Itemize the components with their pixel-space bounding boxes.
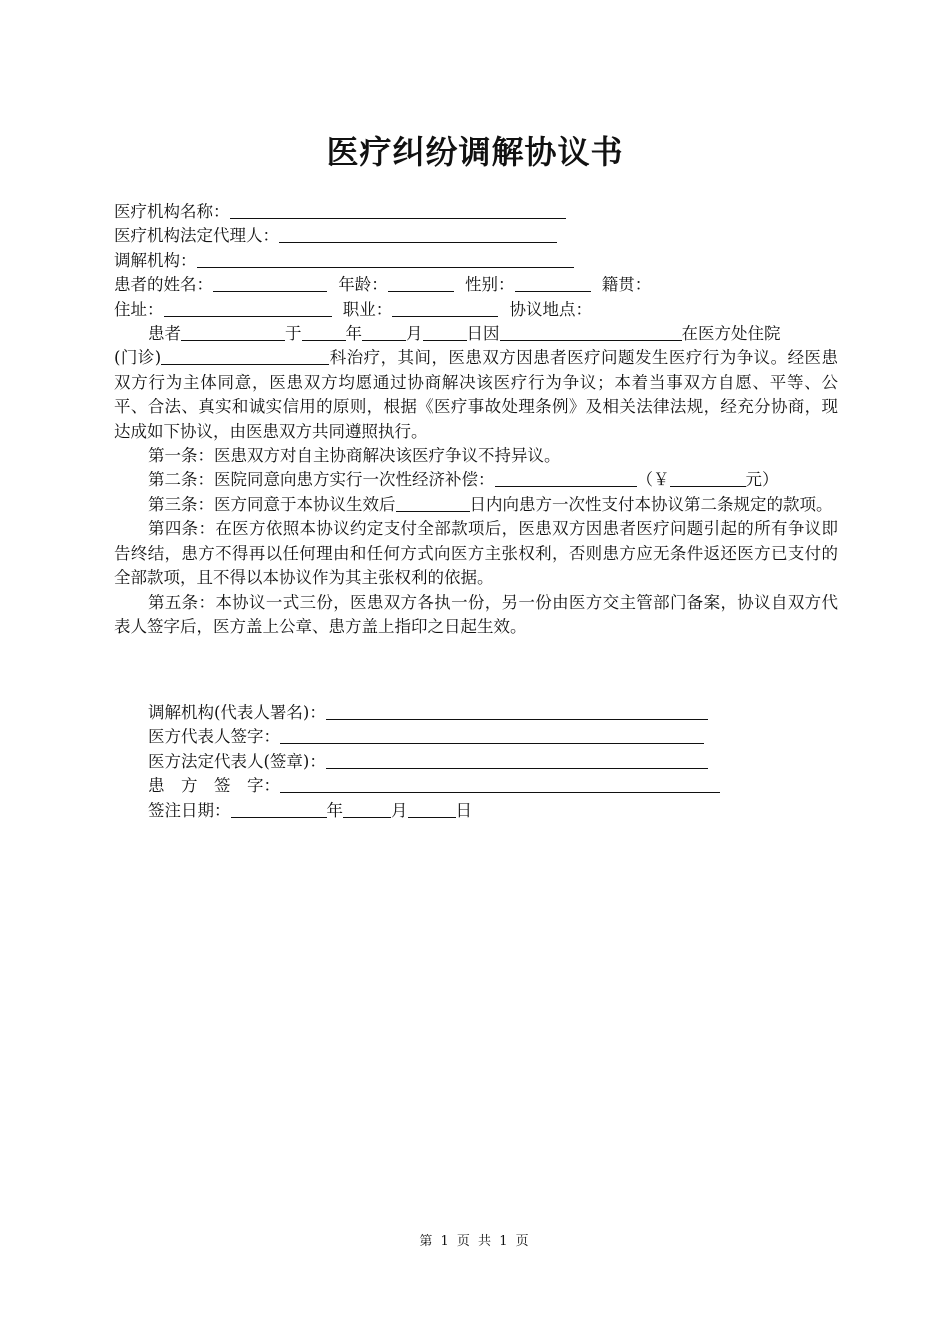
- intro-paragraph: [114, 346, 838, 444]
- patient-name-label: 患者的姓名：: [114, 275, 213, 295]
- intro-day-because: 日因: [466, 324, 500, 344]
- article-3: [114, 493, 838, 517]
- sig-date-day-blank[interactable]: [408, 799, 456, 818]
- sig-patient-blank[interactable]: [280, 774, 720, 793]
- sig-date-month: 月: [391, 800, 408, 820]
- article-4: 第四条：在医方依照本协议约定支付全部款项后，医患双方因患者医疗问题引起的所有争议即告终结，患方不得再以任何理由和任何方式向医方主张权利，否则患方应无条件返还医方已支付的全部款项，且不得以本协议作为其主张权利的依据。: [114, 519, 838, 588]
- intro-dept-blank[interactable]: [161, 346, 329, 365]
- intro-dept-text: 科治疗，其间，医患双方因患者医疗问题发生医疗行为争议。经医患双方行为主体同意，医患双方均愿通过协商解决该医疗行为争议；本着当事双方自愿、平等、公平、合法、真实和诚实信用的原则，根据《医疗事故处理条例》及相关法律法规，经充分协商，现达成如下协议，由医患双方共同遵照执行。: [114, 348, 838, 441]
- document-body: [114, 200, 838, 639]
- intro-year-blank[interactable]: [302, 322, 346, 341]
- institution-name-line: [114, 200, 838, 224]
- compensation-figure-blank[interactable]: [670, 468, 746, 487]
- article-2-yuan-open: （￥: [636, 470, 670, 490]
- intro-month: 月: [406, 324, 423, 344]
- sig-date-label: 签注日期：: [148, 800, 231, 820]
- mediation-org-blank[interactable]: [197, 249, 574, 268]
- age-blank[interactable]: [388, 273, 454, 292]
- legal-rep-label: 医疗机构法定代理人：: [114, 226, 279, 246]
- intro-first-line: [114, 322, 838, 346]
- document-title: 医疗纠纷调解协议书: [326, 133, 624, 171]
- intro-reason-blank[interactable]: [500, 322, 682, 341]
- sig-mediation-blank[interactable]: [326, 701, 708, 720]
- address-line: [114, 298, 838, 322]
- intro-day-blank[interactable]: [423, 322, 467, 341]
- sig-date-month-blank[interactable]: [343, 799, 391, 818]
- institution-name-blank[interactable]: [230, 200, 566, 219]
- sig-hospital-legal-blank[interactable]: [326, 750, 708, 769]
- article-3-prefix: 第三条：医方同意于本协议生效后: [148, 494, 396, 514]
- location-label: 协议地点：: [509, 299, 592, 319]
- intro-hospital-stay: 在医方处住院: [681, 324, 781, 344]
- article-2-yuan-close: 元）: [745, 470, 779, 490]
- mediation-org-label: 调解机构：: [114, 250, 197, 270]
- sig-patient-line: [148, 774, 720, 798]
- article-1: 第一条：医患双方对自主协商解决该医疗争议不持异议。: [148, 446, 561, 466]
- intro-yu: 于: [285, 324, 302, 344]
- native-place-label: 籍贯：: [601, 275, 652, 295]
- page-footer: 第 1 页 共 1 页: [419, 1234, 531, 1249]
- address-blank[interactable]: [164, 298, 332, 317]
- article-5: 第五条：本协议一式三份，医患双方各执一份，另一份由医方交主管部门备案，协议自双方代表人签字后，医方盖上公章、患方盖上指印之日起生效。: [114, 592, 838, 636]
- payment-days-blank[interactable]: [396, 493, 470, 512]
- occupation-label: 职业：: [342, 299, 393, 319]
- sig-hospital-rep-blank[interactable]: [280, 725, 704, 744]
- patient-info-line: [114, 273, 838, 297]
- legal-rep-line: [114, 224, 838, 248]
- age-label: 年龄：: [338, 275, 388, 295]
- intro-patient-label: 患者: [148, 324, 181, 344]
- sig-mediation-line: [148, 701, 720, 725]
- article-2: [114, 468, 838, 492]
- gender-blank[interactable]: [515, 273, 591, 292]
- signature-block: [148, 701, 720, 823]
- mediation-org-line: [114, 249, 838, 273]
- article-3-suffix: 日内向患方一次性支付本协议第二条规定的款项。: [469, 494, 833, 514]
- intro-patient-blank[interactable]: [181, 322, 285, 341]
- institution-name-label: 医疗机构名称：: [114, 202, 230, 221]
- sig-hospital-legal-label: 医方法定代表人(签章)：: [148, 751, 326, 771]
- sig-date-day: 日: [455, 800, 472, 820]
- sig-mediation-label: 调解机构(代表人署名)：: [148, 703, 326, 722]
- intro-month-blank[interactable]: [362, 322, 406, 341]
- legal-rep-blank[interactable]: [279, 224, 557, 243]
- address-label: 住址：: [114, 299, 164, 319]
- sig-hospital-rep-line: [148, 725, 720, 749]
- sig-date-year: 年: [326, 800, 343, 820]
- occupation-blank[interactable]: [392, 298, 498, 317]
- intro-outpatient: (门诊): [114, 348, 162, 368]
- article-2-text: 第二条：医院同意向患方实行一次性经济补偿：: [148, 470, 495, 490]
- intro-year: 年: [345, 324, 362, 344]
- compensation-amount-blank[interactable]: [495, 468, 637, 487]
- sig-hospital-legal-line: [148, 750, 720, 774]
- sig-date-year-blank[interactable]: [231, 799, 327, 818]
- sig-date-line: [148, 799, 720, 823]
- sig-hospital-rep-label: 医方代表人签字：: [148, 727, 280, 747]
- sig-patient-label: 患 方 签 字：: [148, 776, 280, 796]
- patient-name-blank[interactable]: [213, 273, 327, 292]
- gender-label: 性别：: [465, 275, 515, 295]
